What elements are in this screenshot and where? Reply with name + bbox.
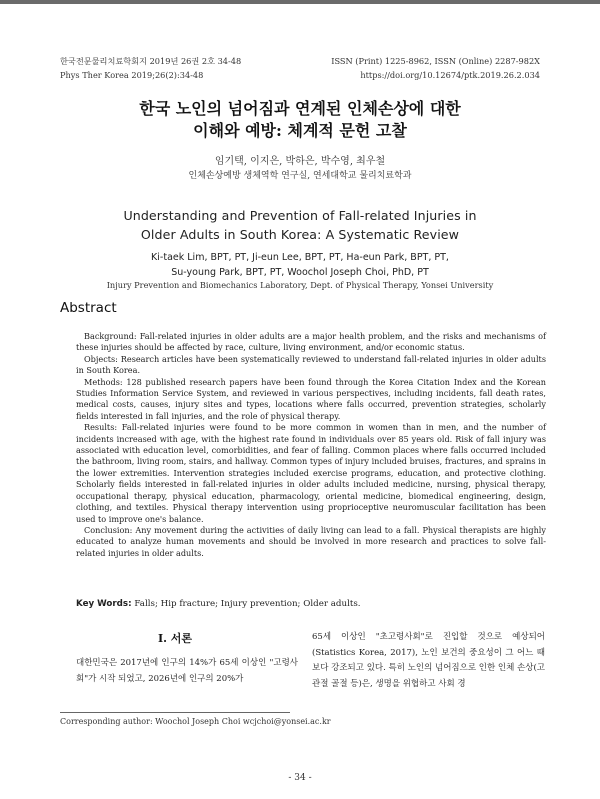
footnote-rule: [60, 712, 290, 713]
korean-authors: 임기택, 이지은, 박하은, 박수영, 최우철: [214, 156, 386, 167]
english-authors: [60, 251, 540, 280]
journal-identifiers: [330, 54, 540, 82]
body-column-right: [312, 630, 545, 692]
top-rule: [0, 0, 600, 4]
intro-paragraph-right: 65세 이상인 "초고령사회"로 진입할 것으로 예상되어 (Statistics Korea, 2017), 노인 보건의 중요성이 그 어느 때 보다 강조되고 있다. 특히 노인의 넘어짐으로 인한 인체 손상(고관절 골절 등)은, 생명을 위협하고 사회 경: [312, 632, 545, 689]
keywords: [76, 599, 361, 609]
doi-link[interactable]: https://doi.org/10.12674/ptk.2019.26.2.034: [360, 70, 540, 80]
abstract-heading: Abstract: [60, 300, 117, 316]
page-number: - 34 -: [288, 773, 312, 783]
korean-title: [60, 98, 540, 142]
abstract-conclusion: Conclusion: Any movement during the activities of daily living can lead to a fall. Physical therapists are highly educated to analyze human movements and should be involved in more research and practices to solve fall-related injuries in older adults.: [76, 524, 546, 558]
keywords-list: Falls; Hip fracture; Injury prevention; Older adults.: [134, 599, 361, 609]
korean-title-line1: 한국 노인의 넘어짐과 연계된 인체손상에 대한: [139, 99, 461, 118]
section-heading-introduction: Ⅰ. 서론: [157, 632, 193, 645]
english-title-line2: Older Adults in South Korea: A Systematic Review: [140, 227, 460, 242]
abstract-body: [76, 331, 546, 559]
english-title: [60, 206, 540, 244]
keywords-label: Key Words:: [76, 599, 132, 609]
korean-affiliation: 인체손상예방 생체역학 연구실, 연세대학교 물리치료학과: [188, 171, 412, 181]
korean-title-line2: 이해와 예방: 체계적 문헌 고찰: [193, 121, 407, 140]
body-column-left: [76, 656, 298, 687]
abstract-objects: Objects: Research articles have been systematically reviewed to understand fall-related injuries in older adults in South Korea.: [76, 353, 546, 376]
journal-citation-kr: 한국전문물리치료학회지 2019년 26권 2호 34-48: [60, 56, 242, 66]
english-title-line1: Understanding and Prevention of Fall-related Injuries in: [123, 208, 477, 223]
issn: ISSN (Print) 1225-8962, ISSN (Online) 2287-982X: [331, 56, 540, 66]
english-authors-line2: Su-young Park, BPT, PT, Woochol Joseph Choi, PhD, PT: [171, 266, 429, 278]
english-affiliation: Injury Prevention and Biomechanics Laboratory, Dept. of Physical Therapy, Yonsei University: [106, 280, 494, 290]
english-authors-line1: Ki-taek Lim, BPT, PT, Ji-eun Lee, BPT, PT, Ha-eun Park, BPT, PT,: [151, 252, 449, 263]
journal-citation: [60, 54, 241, 82]
abstract-background: Background: Fall-related injuries in older adults are a major health problem, and the risks and mechanisms of these injuries should be affected by race, culture, living environment, and/or economic status.: [76, 331, 546, 353]
corresponding-author-footnote: Corresponding author: Woochol Joseph Choi wcjchoi@yonsei.ac.kr: [60, 717, 331, 726]
abstract-results: Results: Fall-related injuries were found to be more common in women than in men, and the number of incidents increased with age, with the highest rate found in individuals over 85 years old. Risk of fall injury was associated with education level, comorbidities, and fear of falling. Common places where falls occurred included the bathroom, living room, stairs, and hallway. Common types of injury included bruises, fractures, and sprains in the lower extremities. Intervention strategies included exercise programs, education, and protective clothing. Scholarly fields interested in fall-related injuries in older adults included medicine, nursing, physical therapy, occupational therapy, physical education, pharmacology, oriental medicine, biomedical engineering, design, clothing, and textiles. Physical therapy intervention using proprioceptive neuromuscular facilitation has been used to improve one's balance.: [76, 422, 546, 524]
abstract-methods: Methods: 128 published research papers have been found through the Korea Citation Index and the Korean Studies Information Service System, and reviewed in various perspectives, including incidents, fall death rates, medical costs, causes, injury sites and types, locations where falls occurred, prevention strategies, scholarly fields interested in fall injuries, and the role of physical therapy.: [76, 376, 546, 421]
journal-citation-en: Phys Ther Korea 2019;26(2):34-48: [60, 70, 204, 80]
intro-paragraph-left: 대한민국은 2017년에 인구의 14%가 65세 이상인 "고령사회"가 시작 되었고, 2026년에 인구의 20%가: [76, 658, 298, 684]
